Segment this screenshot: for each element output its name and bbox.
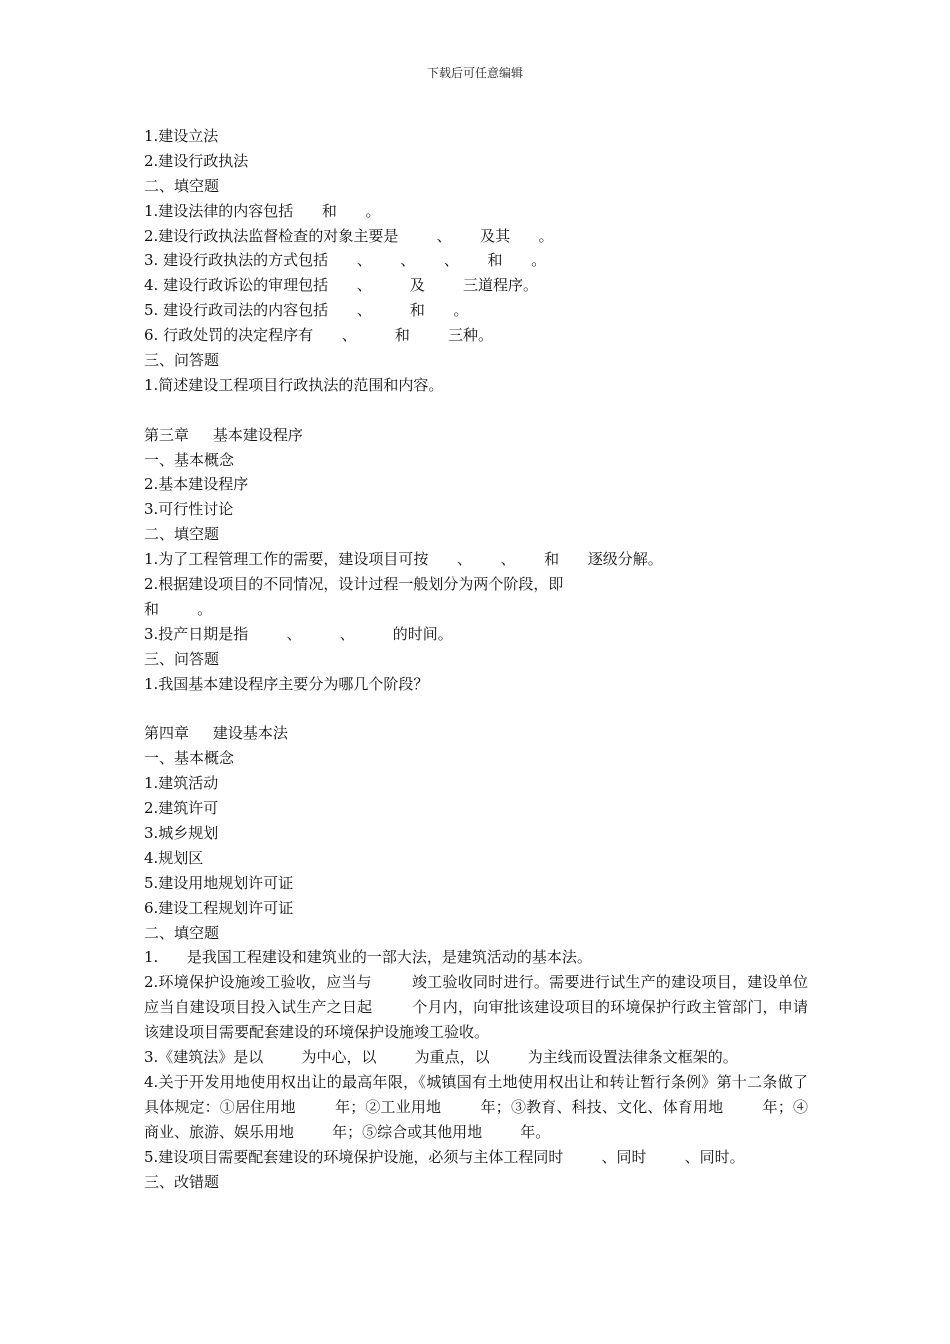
text-line: 2.建筑许可 [144,799,219,818]
blank-line [144,398,808,423]
section-heading: 二、填空题 [144,923,220,942]
text-line: 1.建筑活动 [144,774,219,793]
text-line: 4. 建设行政诉讼的审理包括 、 及 三道程序。 [144,276,538,295]
text-line: 1.简述建设工程项目行政执法的范围和内容。 [144,375,444,394]
paragraph: 4.关于开发用地使用权出让的最高年限，《城镇国有土地使用权出让和转让暂行条例》第十二条做了具体规定：①居住用地 年；②工业用地 年；③教育、科技、文化、体育用地 年；④商业、旅游、娱乐用地 年；⑤综合或其他用地 年。 [144,1072,808,1141]
chapter-heading: 第三章 基本建设程序 [144,425,303,444]
chapter-heading: 第四章 建设基本法 [144,724,288,743]
text-line: 3.投产日期是指 、 、 的时间。 [144,624,453,643]
text-line: 3.城乡规划 [144,823,219,842]
text-line: 1.建设法律的内容包括 和 。 [144,201,381,220]
paragraph: 5.建设项目需要配套建设的环境保护设施，必须与主体工程同时 、同时 、同时。 [144,1147,745,1166]
section-heading: 三、改错题 [144,1172,220,1191]
text-line: 1.我国基本建设程序主要分为哪几个阶段？ [144,674,429,693]
text-line: 3.《建筑法》是以 为中心，以 为重点，以 为主线而设置法律条文框架的。 [144,1048,738,1066]
text-line: 3. 建设行政执法的方式包括 、 、 、 和 。 [144,251,547,270]
text-line: 4.规划区 [144,848,204,867]
section-heading: 一、基本概念 [144,749,235,768]
text-line: 1.为了工程管理工作的需要，建设项目可按 、 、 和 逐级分解。 [144,550,663,569]
text-line: 6.建设工程规划许可证 [144,898,294,917]
section-heading: 二、填空题 [144,525,220,544]
blank-line [144,696,808,721]
text-line: 2.建设行政执法监督检查的对象主要是 、 及其 。 [144,226,554,245]
page-header: 下载后可任意编辑 [426,66,523,80]
text-line: 和 。 [144,599,213,618]
text-line: 2.基本建设程序 [144,475,249,494]
section-heading: 一、基本概念 [144,450,235,469]
section-heading: 三、问答题 [144,351,220,370]
text-line: 2.建设行政执法 [144,151,249,170]
text-line: 1.建设立法 [144,127,219,145]
text-line: 1. 是我国工程建设和建筑业的一部大法，是建筑活动的基本法。 [144,948,592,967]
paragraph: 2.环境保护设施竣工验收，应当与 竣工验收同时进行。需要进行试生产的建设项目，建设单位应当自建设项目投入试生产之日起 个月内，向审批该建设项目的环境保护行政主管部门，申请该建设项目需要配套建设的环境保护设施竣工验收。 [144,973,808,1042]
text-line: 2.根据建设项目的不同情况，设计过程一般划分为两个阶段，即 [144,575,564,594]
text-line: 5.建设用地规划许可证 [144,873,294,892]
text-line: 3.可行性讨论 [144,500,234,519]
text-line: 6. 行政处罚的决定程序有 、 和 三种。 [144,326,493,345]
section-heading: 二、填空题 [144,176,220,195]
text-line: 5. 建设行政司法的内容包括 、 和 。 [144,301,469,320]
document-body [144,124,808,1194]
section-heading: 三、问答题 [144,649,220,668]
